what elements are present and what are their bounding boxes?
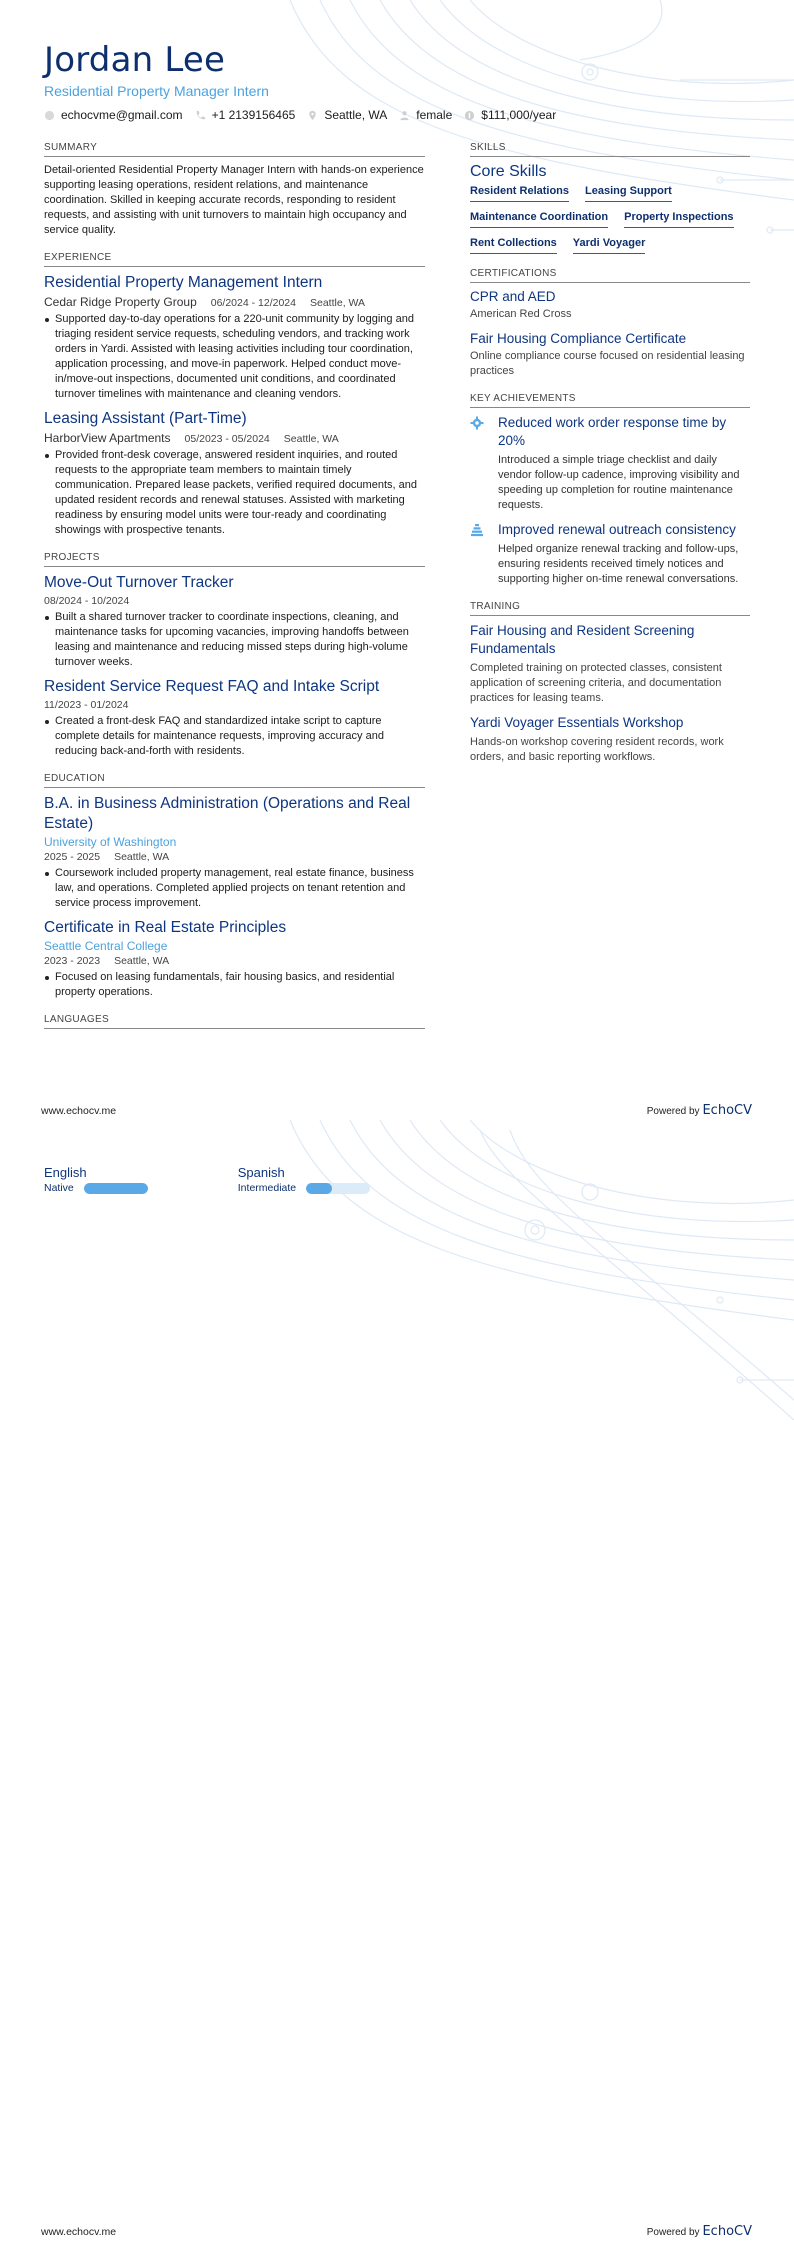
job-title: Residential Property Management Intern: [44, 274, 323, 291]
education-location: Seattle, WA: [114, 955, 170, 967]
projects-section: [44, 552, 425, 759]
skills-section: [470, 142, 750, 254]
contact-email[interactable]: [44, 108, 183, 122]
job-location: Seattle, WA: [310, 297, 366, 309]
page-footer: [41, 1103, 752, 1118]
skills-list: [470, 185, 750, 254]
job-meta: [44, 295, 425, 309]
salary-icon: [464, 110, 475, 121]
language-name: Spanish: [237, 1165, 285, 1180]
skill-tag: Maintenance Coordination: [470, 211, 608, 228]
certification-title: CPR and AED: [470, 289, 556, 304]
languages-section: [44, 1014, 425, 1029]
email-icon: [44, 110, 55, 121]
language-level: Native: [44, 1182, 74, 1194]
degree-title: Certificate in Real Estate Principles: [44, 919, 287, 936]
education-dates: 2023 - 2023: [44, 955, 101, 967]
project-title: Move-Out Turnover Tracker: [44, 574, 234, 591]
gear-icon: [470, 416, 484, 430]
skill-tag: Property Inspections: [624, 211, 733, 228]
contact-phone[interactable]: [195, 108, 296, 122]
experience-section: [44, 252, 425, 538]
skill-tag: Rent Collections: [470, 237, 557, 254]
contact-salary: [464, 108, 556, 122]
contact-location: [307, 108, 387, 122]
candidate-role: Residential Property Manager Intern: [44, 83, 269, 99]
languages-heading: LANGUAGES: [44, 1014, 425, 1029]
footer-powered: [647, 2224, 752, 2239]
education-meta: [44, 851, 425, 863]
certification-description: Online compliance course focused on residential leasing practices: [470, 350, 745, 377]
project-bullet: Built a shared turnover tracker to coordinate inspections, cleaning, and maintenance tasks for upcoming vacancies, improving handoffs between leasing and maintenance and reducing missed steps during high-volume turnover weeks.: [44, 610, 425, 670]
achievement-title: Improved renewal outreach consistency: [498, 522, 736, 537]
footer-site-link[interactable]: www.echocv.me: [41, 1104, 117, 1117]
achievement-item: [470, 414, 750, 513]
education-section: [44, 773, 425, 1000]
training-title: Fair Housing and Resident Screening Fundamentals: [470, 623, 695, 656]
language-level: Intermediate: [237, 1182, 297, 1194]
degree-title: B.A. in Business Administration (Operations and Real Estate): [44, 795, 411, 832]
project-meta: [44, 595, 425, 607]
contact-gender-text: female: [416, 108, 453, 122]
education-entry: [44, 794, 425, 911]
skill-tag: Leasing Support: [585, 185, 672, 202]
summary-heading: SUMMARY: [44, 142, 425, 157]
language-proficiency-bar: [84, 1183, 148, 1194]
summary-text: Detail-oriented Residential Property Manager Intern with hands-on experience supporting leasing operations, resident relations, and maintenance coordination. Skilled in keeping accurate records, responding to resident requests, and assisting with unit turnovers to maintain high occupancy and service quality.: [44, 164, 424, 236]
project-bullet: Created a front-desk FAQ and standardized intake script to capture complete details for maintenance requests, improving accuracy and reducing back-and-forth with residents.: [44, 714, 425, 759]
footer-site-link[interactable]: www.echocv.me: [41, 2225, 117, 2238]
contact-salary-text: $111,000/year: [481, 108, 557, 122]
certification-title: Fair Housing Compliance Certificate: [470, 331, 687, 346]
contact-location-text: Seattle, WA: [324, 108, 388, 122]
job-location: Seattle, WA: [283, 433, 339, 445]
training-description: Hands-on workshop covering resident records, work orders, and basic reporting workflows.: [470, 736, 724, 763]
summary-section: [44, 142, 425, 238]
candidate-name: Jordan Lee: [44, 40, 226, 80]
job-dates: 06/2024 - 12/2024: [210, 297, 296, 309]
job-company: HarborView Apartments: [44, 431, 171, 445]
skills-heading: SKILLS: [470, 142, 750, 157]
left-column: [44, 142, 425, 1043]
right-column: [470, 142, 750, 779]
certifications-heading: CERTIFICATIONS: [470, 268, 750, 283]
education-bullet: Focused on leasing fundamentals, fair housing basics, and residential property operations.: [44, 970, 425, 1000]
page-footer: [41, 2224, 752, 2239]
stack-icon: [470, 523, 484, 537]
education-meta: [44, 955, 425, 967]
training-description: Completed training on protected classes, consistent application of screening criteria, and documentation practices for leasing teams.: [470, 662, 722, 704]
school-name: Seattle Central College: [44, 939, 168, 953]
language-proficiency-bar: [306, 1183, 370, 1194]
brand-logo[interactable]: EchoCV: [702, 2224, 752, 2239]
education-heading: EDUCATION: [44, 773, 425, 788]
achievement-description: Introduced a simple triage checklist and daily vendor follow-up cadence, improving visibility and speeding up completion for routine maintenance requests.: [498, 454, 740, 511]
job-company: Cedar Ridge Property Group: [44, 295, 197, 309]
job-title: Leasing Assistant (Part-Time): [44, 410, 247, 427]
project-entry: [44, 677, 425, 759]
contact-email-text: echocvme@gmail.com: [61, 108, 183, 122]
brand-logo[interactable]: EchoCV: [702, 1103, 752, 1118]
certification-issuer: American Red Cross: [470, 308, 572, 320]
experience-entry: [44, 409, 425, 538]
achievement-title: Reduced work order response time by 20%: [498, 415, 727, 448]
project-dates: 08/2024 - 10/2024: [44, 595, 130, 607]
language-proficiency-fill: [306, 1183, 332, 1194]
job-meta: [44, 431, 425, 445]
contact-phone-text: +1 2139156465: [211, 108, 296, 122]
phone-icon: [195, 110, 206, 121]
job-bullet: Provided front-desk coverage, answered resident inquiries, and routed requests to the appropriate team members to maintain timely communication. Prepared lease packets, verified required documents, and updated resident records and renewal statuses. Assisted with marketing readiness by ensuring model units were tour-ready and coordinating showings with prospective tenants.: [44, 448, 425, 538]
project-dates: 11/2023 - 01/2024: [44, 699, 129, 711]
powered-by-label: Powered by: [646, 1106, 700, 1117]
project-meta: [44, 699, 425, 711]
education-entry: [44, 918, 425, 1000]
language-item: [44, 1165, 148, 1194]
achievement-description: Helped organize renewal tracking and follow-ups, ensuring residents received timely notices and supporting higher on-time renewal conversations.: [498, 543, 739, 585]
language-name: English: [44, 1165, 87, 1180]
projects-heading: PROJECTS: [44, 552, 425, 567]
skill-tag: Yardi Voyager: [573, 237, 646, 254]
job-dates: 05/2023 - 05/2024: [184, 433, 270, 445]
project-title: Resident Service Request FAQ and Intake Script: [44, 678, 380, 695]
training-section: [470, 601, 750, 765]
language-proficiency-fill: [84, 1183, 148, 1194]
achievements-section: [470, 393, 750, 587]
contact-row: [44, 108, 556, 122]
powered-by-label: Powered by: [646, 2227, 700, 2238]
footer-powered: [647, 1103, 752, 1118]
education-dates: 2025 - 2025: [44, 851, 101, 863]
achievement-item: [470, 521, 750, 587]
skills-group-title: Core Skills: [470, 163, 547, 180]
education-bullet: Coursework included property management, real estate finance, business law, and operations. Completed applied projects on tenant retention and service process improvement.: [44, 866, 425, 911]
school-name: University of Washington: [44, 835, 177, 849]
experience-entry: [44, 273, 425, 402]
experience-heading: EXPERIENCE: [44, 252, 425, 267]
training-title: Yardi Voyager Essentials Workshop: [470, 715, 684, 730]
job-bullet: Supported day-to-day operations for a 220-unit community by logging and triaging resident service requests, scheduling vendors, and tracking work orders in Yardi. Assisted with leasing activities including tour coordination, application processing, and move-in paperwork. Helped conduct move-in/move-out inspections, documented unit conditions, and coordinated turnover timelines with maintenance and cleaning vendors.: [44, 312, 425, 402]
project-entry: [44, 573, 425, 670]
certifications-section: [470, 268, 750, 379]
language-item: [238, 1165, 370, 1194]
languages-list: [44, 1165, 370, 1194]
skill-tag: Resident Relations: [470, 185, 569, 202]
training-heading: TRAINING: [470, 601, 750, 616]
contact-gender: [399, 108, 452, 122]
location-icon: [307, 110, 318, 121]
education-location: Seattle, WA: [114, 851, 170, 863]
achievements-heading: KEY ACHIEVEMENTS: [470, 393, 750, 408]
person-icon: [399, 110, 410, 121]
